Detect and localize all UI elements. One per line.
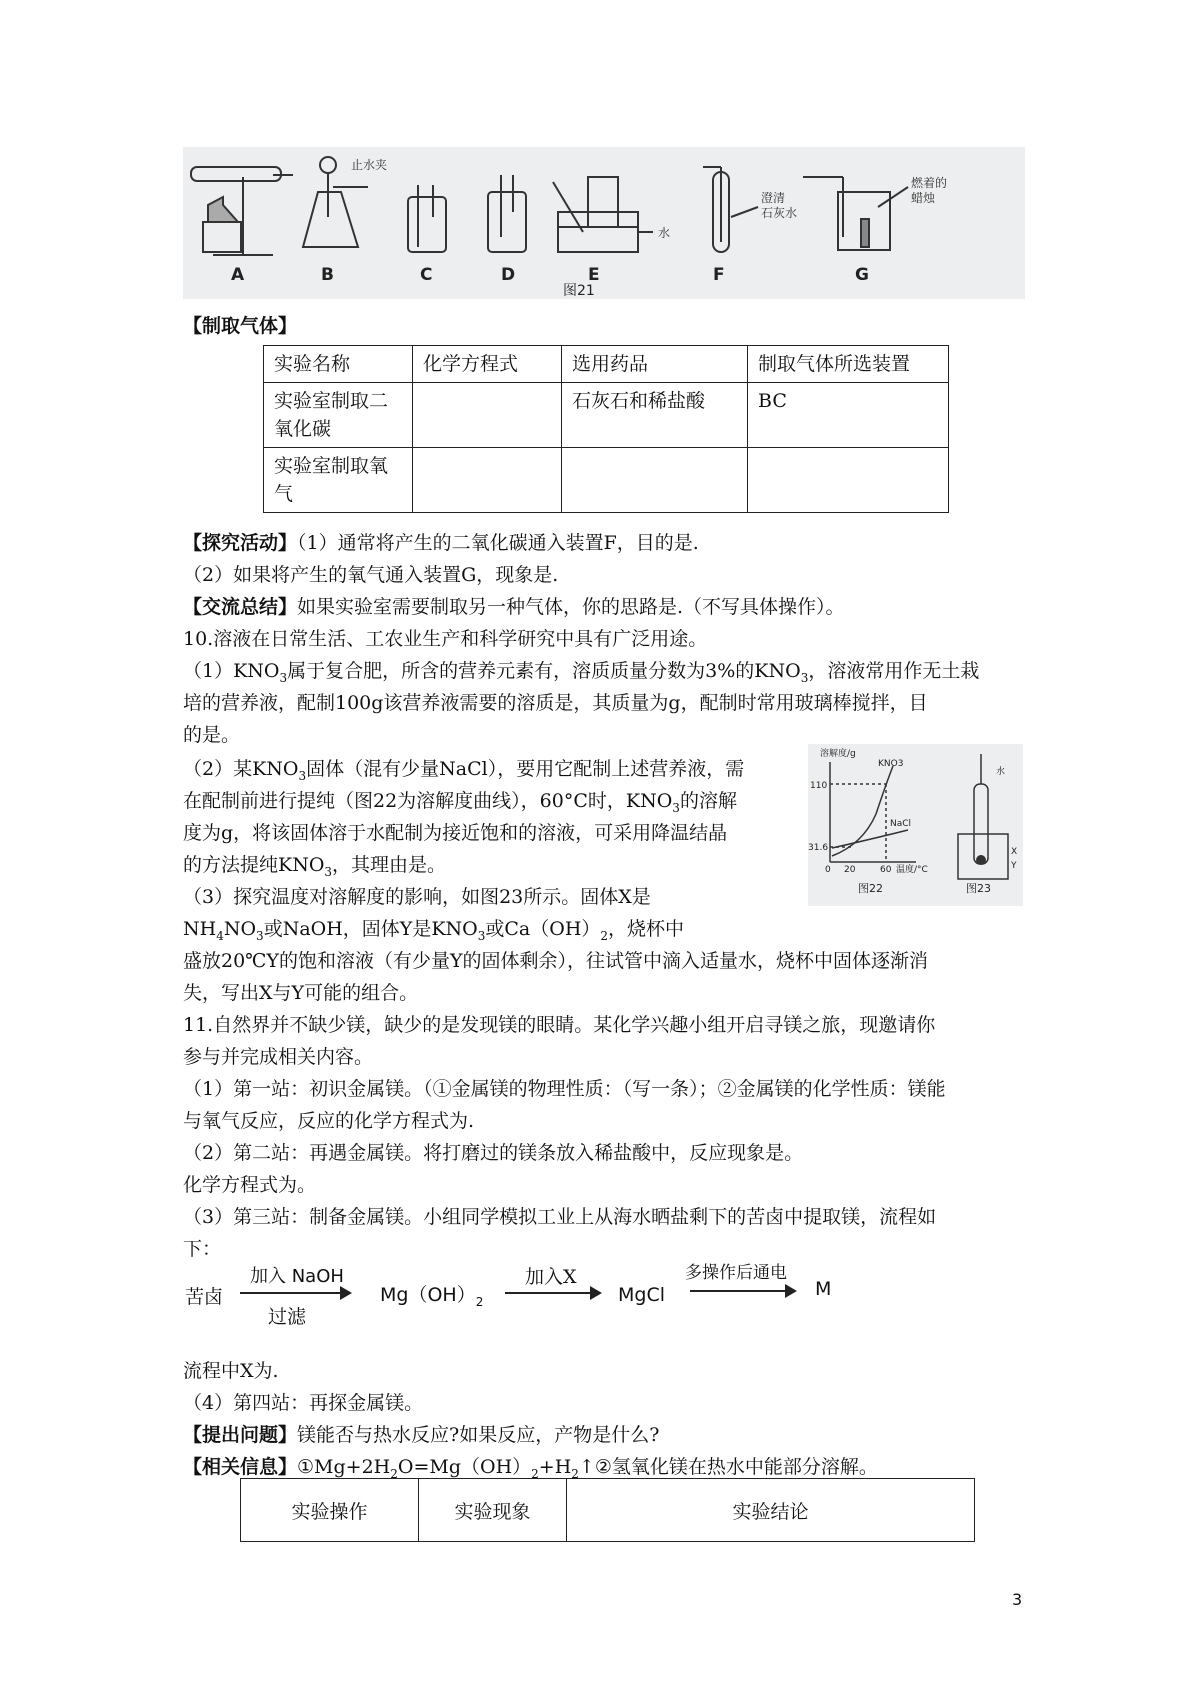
apparatus-label-f: F — [713, 265, 725, 285]
header-reagents: 选用药品 — [562, 346, 748, 383]
page-number: 3 — [1012, 1590, 1023, 1609]
flow-mid2: MgCl — [618, 1284, 665, 1306]
nacl-curve — [832, 830, 908, 848]
q10-2-line3: 度为g，将该固体溶于水配制为接近饱和的溶液，可采用降温结晶 — [183, 822, 728, 844]
apparatus-label-g: G — [855, 265, 869, 285]
q10-3-line3: 盛放20℃Y的饱和溶液（有少量Y的固体剩余），往试管中滴入适量水，烧杯中固体逐渐消 — [183, 950, 929, 972]
q10-1-a: （1）KNO — [183, 660, 280, 682]
q10-2-f: ，其理由是。 — [332, 854, 447, 876]
sub-2: 2 — [531, 1466, 539, 1481]
water-annotation: 水 — [658, 226, 671, 240]
q10-1-c: ，溶液常用作无土栽 — [808, 660, 980, 682]
fig23-x: X — [1011, 847, 1018, 857]
flow-step2-top: 加入X — [525, 1266, 577, 1288]
sub-3: 3 — [298, 768, 307, 783]
explore-line-2: （2）如果将产生的氧气通入装置G，现象是. — [183, 564, 559, 586]
sub-3: 3 — [672, 800, 680, 815]
flow-start: 苦卤 — [185, 1286, 224, 1308]
q10-2-e: 的方法提纯KNO — [183, 854, 325, 876]
flow-step1-top: 加入 NaOH — [250, 1266, 344, 1287]
header-conclusion: 实验结论 — [567, 1479, 975, 1542]
q11-3-line3: 流程中X为. — [183, 1360, 279, 1382]
q11-1-line2: 与氧气反应，反应的化学方程式为. — [183, 1110, 475, 1132]
fig22-xlabel: 温度/°C — [896, 865, 928, 875]
flow-mid1-text: Mg（OH） — [380, 1284, 476, 1306]
fig22-x20: 20 — [844, 865, 856, 875]
sub-2: 2 — [571, 1466, 579, 1481]
q10-3-d: 或Ca（OH） — [485, 918, 601, 940]
q10-3-a: NH — [183, 918, 217, 940]
fig22-y316: 31.6 — [808, 843, 829, 853]
flow-mid1 — [380, 1280, 483, 1309]
figure-21-apparatus — [183, 147, 1025, 299]
q10-2-b: 固体（混有少量NaCl），要用它配制上述营养液，需 — [306, 758, 745, 780]
q11-2-line2: 化学方程式为。 — [183, 1174, 317, 1196]
sub-4: 4 — [216, 928, 224, 943]
flow-arrow-3 — [690, 1290, 795, 1292]
flow-mid1-sub: 2 — [475, 1294, 484, 1309]
kno3-curve — [832, 766, 893, 856]
q10-3-e: ，烧杯中 — [608, 918, 685, 940]
section-make-gas: 【制取气体】 — [183, 315, 298, 337]
question-line — [183, 1422, 659, 1448]
sub-3: 3 — [256, 928, 264, 943]
header-experiment-name: 实验名称 — [264, 346, 413, 383]
apparatus-label-a: A — [231, 265, 245, 285]
explore-label: 【探究活动】 — [183, 532, 298, 554]
header-operation: 实验操作 — [241, 1479, 419, 1542]
q11-4: （4）第四站：再探金属镁。 — [183, 1392, 424, 1414]
sub-3: 3 — [477, 928, 486, 943]
summary-label: 【交流总结】 — [183, 596, 298, 618]
q10-1-line1 — [183, 658, 979, 691]
row-o2-reagents — [562, 448, 748, 513]
fig22-ylabel: 溶解度/g — [820, 749, 856, 759]
header-equation: 化学方程式 — [413, 346, 562, 383]
q10-2-d: 的溶解 — [679, 790, 737, 812]
flow-arrow-1 — [240, 1292, 350, 1294]
fig23-water: 水 — [996, 767, 1006, 777]
apparatus-label-b: B — [321, 265, 334, 285]
info-c: +H — [538, 1456, 572, 1478]
flow-step3-top: 多操作后通电 — [685, 1263, 787, 1283]
q10-3-b: NO — [223, 918, 257, 940]
limewater-annotation-2: 石灰水 — [761, 206, 798, 220]
candle-annotation: 燃着的 — [911, 176, 948, 190]
row-co2-apparatus: BC — [748, 383, 949, 448]
q10-intro: 10.溶液在日常生活、工农业生产和科学研究中具有广泛用途。 — [183, 628, 708, 650]
q10-2-c: 在配制前进行提纯（图22为溶解度曲线），60°C时，KNO — [183, 790, 673, 812]
explore-line-1 — [183, 530, 699, 556]
flow-step1-bottom: 过滤 — [268, 1306, 307, 1328]
clip-annotation: 止水夹 — [351, 158, 388, 172]
flow-arrow-2 — [505, 1292, 600, 1294]
summary-text: 如果实验室需要制取另一种气体，你的思路是.（不写具体操作）。 — [297, 596, 845, 618]
q10-3-line1: （3）探究温度对溶解度的影响，如图23所示。固体X是 — [183, 886, 651, 908]
solubility-figure — [808, 744, 1023, 906]
gas-preparation-table — [263, 345, 949, 513]
header-phenomenon: 实验现象 — [419, 1479, 567, 1542]
figure-21-caption: 图21 — [563, 283, 595, 299]
apparatus-drawing — [183, 147, 1025, 299]
question-text: 镁能否与热水反应?如果反应，产物是什么? — [297, 1424, 660, 1446]
fig22-kno3-label: KNO3 — [878, 759, 904, 769]
row-co2-equation — [413, 383, 562, 448]
q10-1-line2: 培的营养液，配制100g该营养液需要的溶质是，其质量为g，配制时常用玻璃棒搅拌，目 — [183, 692, 928, 714]
info-a: ①Mg+2H — [297, 1456, 391, 1478]
q10-1-b: 属于复合肥，所含的营养元素有，溶质质量分数为3%的KNO — [287, 660, 801, 682]
q10-2-line2 — [183, 788, 737, 821]
q11-intro2: 参与并完成相关内容。 — [183, 1046, 374, 1068]
fig23-caption: 图23 — [966, 882, 991, 895]
q10-1-line3: 的是。 — [183, 724, 241, 746]
row-o2-apparatus — [748, 448, 949, 513]
fig22-nacl-label: NaCl — [890, 819, 912, 829]
info-d: ↑②氢氧化镁在热水中能部分溶解。 — [578, 1456, 878, 1478]
sub-3: 3 — [279, 670, 288, 685]
sub-3: 3 — [800, 670, 809, 685]
fig22-caption: 图22 — [858, 882, 883, 895]
limewater-annotation: 澄清 — [761, 191, 786, 205]
q10-2-a: （2）某KNO — [183, 758, 299, 780]
experiment-table — [240, 1478, 975, 1542]
flow-end: M — [815, 1278, 832, 1300]
fig22-x0: 0 — [825, 865, 831, 875]
explore-text-1: （1）通常将产生的二氧化碳通入装置F，目的是. — [297, 532, 699, 554]
summary-line — [183, 594, 845, 620]
header-apparatus: 制取气体所选装置 — [748, 346, 949, 383]
q10-3-c: 或NaOH，固体Y是KNO — [263, 918, 478, 940]
row-co2-name: 实验室制取二氧化碳 — [264, 383, 413, 448]
sub-3: 3 — [324, 864, 333, 879]
fig23-y: Y — [1011, 861, 1017, 871]
candle-annotation-2: 蜡烛 — [911, 191, 936, 205]
apparatus-label-e: E — [588, 265, 600, 285]
row-o2-equation — [413, 448, 562, 513]
q10-3-line4: 失，写出X与Y可能的组合。 — [183, 982, 419, 1004]
fig22-y110: 110 — [810, 781, 828, 791]
q11-2-line1: （2）第二站：再遇金属镁。将打磨过的镁条放入稀盐酸中，反应现象是。 — [183, 1142, 804, 1164]
fig22-x60: 60 — [880, 865, 892, 875]
question-label: 【提出问题】 — [183, 1424, 298, 1446]
q10-2-line1 — [183, 756, 744, 789]
q10-2-line4 — [183, 852, 446, 885]
apparatus-label-c: C — [420, 265, 433, 285]
row-co2-reagents: 石灰石和稀盐酸 — [562, 383, 748, 448]
q10-3-line2 — [183, 916, 684, 949]
q11-3-line1: （3）第三站：制备金属镁。小组同学模拟工业上从海水晒盐剩下的苦卤中提取镁，流程如 — [183, 1206, 937, 1228]
q11-intro1: 11.自然界并不缺少镁，缺少的是发现镁的眼睛。某化学兴趣小组开启寻镁之旅，现邀请你 — [183, 1014, 936, 1036]
row-o2-name: 实验室制取氧气 — [264, 448, 413, 513]
info-label: 【相关信息】 — [183, 1456, 298, 1478]
sub-2: 2 — [390, 1466, 398, 1481]
q11-1-line1: （1）第一站：初识金属镁。（①金属镁的物理性质：（写一条）；②金属镁的化学性质：镁能 — [183, 1078, 946, 1100]
info-b: O=Mg（OH） — [397, 1456, 532, 1478]
sub-2: 2 — [600, 928, 609, 943]
figure-22-23 — [808, 744, 1023, 906]
apparatus-label-d: D — [501, 265, 516, 285]
q11-3-line2: 下： — [183, 1238, 222, 1260]
